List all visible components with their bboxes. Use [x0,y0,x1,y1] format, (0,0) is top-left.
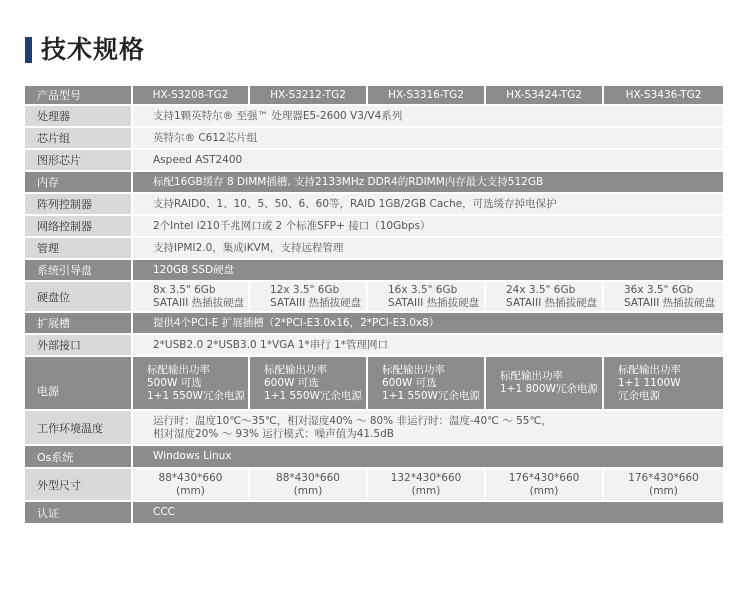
drive-bay-line: 24x 3.5" 6Gb [506,283,576,296]
row-label: 阵列控制器 [25,194,131,214]
dimension-line: (mm) [649,484,678,497]
spec-row-drive-bays [25,282,723,311]
dimension-cell [368,469,484,500]
drive-bay-line: 12x 3.5" 6Gb [270,283,340,296]
row-value: 支持RAID0、1、10、5、50、6、60等，RAID 1GB/2GB Cache，可选缓存掉电保护 [133,194,723,214]
row-value: Aspeed AST2400 [133,150,723,170]
dimension-line: (mm) [411,484,441,497]
dimension-line: 88*430*660 [158,471,223,484]
row-value: 标配16GB缓存 8 DIMM插槽, 支持2133MHz DDR4的RDIMM内存最大支持512GB [133,172,723,192]
spec-row-raid [25,194,723,214]
drive-bay-cell [604,282,723,311]
drive-bay-cell [250,282,366,311]
drive-bay-line: SATAIII 热插拔硬盘 [388,296,480,309]
model-cell: HX-S3436-TG2 [604,86,723,104]
spec-row-certification [25,502,723,523]
dimension-cell [250,469,366,500]
spec-row-os [25,446,723,467]
spec-row-chipset [25,128,723,148]
spec-row-power [25,357,723,409]
drive-bay-line: SATAIII 热插拔硬盘 [624,296,716,309]
row-value: 120GB SSD硬盘 [133,260,723,280]
row-value: 英特尔® C612芯片组 [133,128,723,148]
power-cell [604,357,723,409]
spec-row-cpu [25,106,723,126]
environment-line: 运行时：温度10℃～35℃，相对湿度40% ～ 80% 非运行时：温度-40℃ ～ 55℃， [153,414,552,427]
spec-table [25,86,723,525]
power-cell [368,357,484,409]
dimension-line: 176*430*660 [628,471,699,484]
spec-row-management [25,238,723,258]
spec-row-expansion [25,313,723,333]
row-value: 提供4个PCI-E 扩展插槽（2*PCI-E3.0x16，2*PCI-E3.0x8） [133,313,723,333]
power-cell [486,357,602,409]
row-label: 认证 [25,502,131,523]
spec-row-network [25,216,723,236]
row-value: CCC [133,502,723,523]
drive-bay-line: 36x 3.5" 6Gb [624,283,694,296]
page-title: 技术规格 [41,35,146,64]
spec-row-environment [25,411,723,444]
drive-bay-cell [368,282,484,311]
drive-bay-cell [486,282,602,311]
power-line: 标配输出功率 [618,363,681,376]
drive-bay-line: 16x 3.5" 6Gb [388,283,458,296]
title-accent-bar [25,37,32,63]
dimension-line: 88*430*660 [276,471,340,484]
drive-bay-line: 8x 3.5" 6Gb [153,283,216,296]
dimension-line: (mm) [529,484,559,497]
dimension-line: (mm) [293,484,323,497]
power-line: 600W 可选 [264,376,319,389]
power-line: 600W 可选 [382,376,437,389]
drive-bay-line: SATAIII 热插拔硬盘 [270,296,362,309]
row-label: 芯片组 [25,128,131,148]
power-line: 1+1 1100W [618,376,681,389]
row-label: Os系统 [25,446,131,467]
row-value: 支持IPMI2.0，集成iKVM，支持远程管理 [133,238,723,258]
power-cell [250,357,366,409]
drive-bay-cell [133,282,248,311]
power-line: 500W 可选 [147,376,202,389]
spec-row-external-io [25,335,723,355]
row-label: 处理器 [25,106,131,126]
row-value: 2个Intel i210千兆网口或 2 个标准SFP+ 接口（10Gbps） [133,216,723,236]
dimension-line: (mm) [176,484,205,497]
power-line: 1+1 800W冗余电源 [500,383,598,395]
row-label: 网络控制器 [25,216,131,236]
drive-bay-line: SATAIII 热插拔硬盘 [506,296,598,309]
row-value: 2*USB2.0 2*USB3.0 1*VGA 1*串行 1*管理网口 [133,335,723,355]
model-cell: HX-S3316-TG2 [368,86,484,104]
row-label: 电源 [25,357,131,409]
power-line: 标配输出功率 [382,363,445,376]
power-line: 冗余电源 [618,389,660,402]
power-line: 1+1 550W冗余电源 [264,389,362,402]
spec-row-dimensions [25,469,723,500]
power-line: 1+1 550W冗余电源 [147,389,245,402]
row-label: 工作环境温度 [25,411,131,444]
row-label: 内存 [25,172,131,192]
row-label: 图形芯片 [25,150,131,170]
model-cell: HX-S3208-TG2 [133,86,248,104]
dimension-cell [133,469,248,500]
dimension-line: 176*430*660 [508,471,580,484]
power-line: 1+1 550W冗余电源 [382,389,480,402]
environment-cell [133,411,723,444]
spec-row-gpu [25,150,723,170]
row-value: Windows Linux [133,446,723,467]
dimension-cell [486,469,602,500]
spec-row-boot-disk [25,260,723,280]
row-label: 外部接口 [25,335,131,355]
spec-row-memory [25,172,723,192]
power-line: 标配输出功率 [500,370,563,382]
row-label: 扩展槽 [25,313,131,333]
row-label: 外型尺寸 [25,469,131,500]
row-label: 管理 [25,238,131,258]
power-cell [133,357,248,409]
row-label: 产品型号 [25,86,131,104]
row-value: 支持1颗英特尔® 至强™ 处理器E5-2600 V3/V4系列 [133,106,723,126]
spec-row-model [25,86,723,104]
model-cell: HX-S3212-TG2 [250,86,366,104]
environment-line: 相对湿度20% ～ 93% 运行模式：噪声值为41.5dB [153,427,394,440]
dimension-cell [604,469,723,500]
row-label: 硬盘位 [25,282,131,311]
model-cell: HX-S3424-TG2 [486,86,602,104]
row-label: 系统引导盘 [25,260,131,280]
dimension-line: 132*430*660 [390,471,462,484]
drive-bay-line: SATAIII 热插拔硬盘 [153,296,245,309]
power-line: 标配输出功率 [264,363,327,376]
power-line: 标配输出功率 [147,363,210,376]
